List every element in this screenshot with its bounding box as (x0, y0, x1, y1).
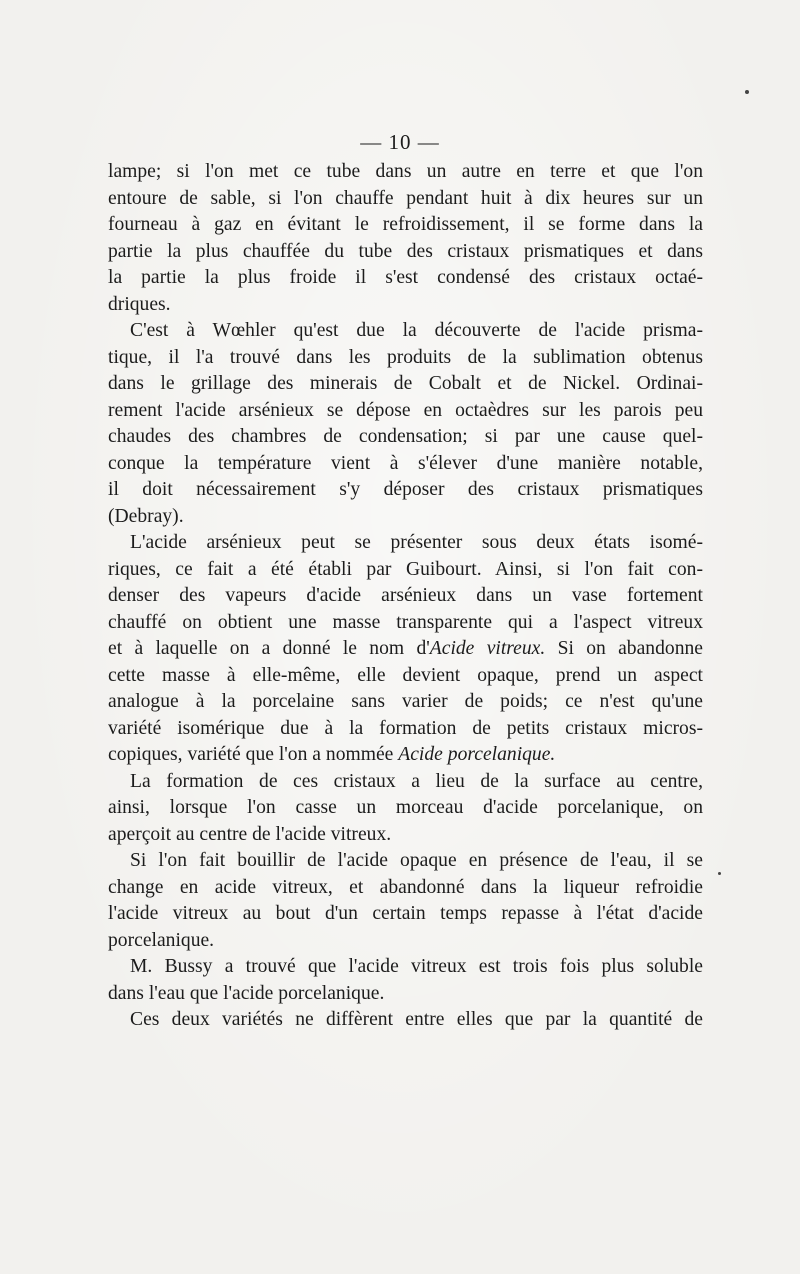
text-line: lampe; si l'on met ce tube dans un autre en terre et que l'on (108, 161, 703, 182)
text-line-with-italic (108, 742, 703, 769)
text-line: C'est à Wœhler qu'est due la découverte de l'acide prisma- (130, 320, 703, 341)
text-line: (Debray). (108, 505, 184, 527)
text-line: aperçoit au centre de l'acide vitreux. (108, 823, 392, 845)
body-text (108, 159, 703, 1034)
text-line: cette masse à elle-même, elle devient opaque, prend un aspect (108, 664, 703, 686)
text-line: analogue à la porcelaine sans varier de poids; ce n'est qu'une (108, 691, 703, 712)
text-segment: copiques, variété que l'on a nommée (108, 744, 399, 765)
paragraph-7 (108, 1007, 703, 1034)
text-line: conque la température vient à s'élever d'une manière notable, (108, 452, 703, 474)
text-line: M. Bussy a trouvé que l'acide vitreux est trois fois plus soluble (130, 956, 703, 977)
text-segment: et à laquelle on a donné le nom d' (108, 638, 430, 659)
text-line: ainsi, lorsque l'on casse un morceau d'acide porcelanique, on (108, 797, 703, 818)
text-line: dans le grillage des minerais de Cobalt et de Nickel. Ordinai- (108, 373, 703, 394)
text-line: chauffé on obtient une masse transparente qui a l'aspect vitreux (108, 611, 703, 633)
paragraph-4 (108, 769, 703, 849)
text-line: driques. (108, 293, 171, 315)
text-line: porcelanique. (108, 929, 215, 951)
text-line: denser des vapeurs d'acide arsénieux dans un vase fortement (108, 585, 703, 606)
text-line: riques, ce fait a été établi par Guibourt. Ainsi, si l'on fait con- (108, 558, 703, 580)
text-line: dans l'eau que l'acide porcelanique. (108, 982, 385, 1004)
paragraph-1 (108, 159, 703, 318)
italic-term-acide-vitreux: Acide vitreux. (429, 638, 546, 659)
text-line: L'acide arsénieux peut se présenter sous deux états isomé- (130, 532, 703, 553)
paragraph-3 (108, 530, 703, 769)
text-line: la partie la plus froide il s'est condensé des cristaux octaé- (108, 267, 703, 288)
ink-speck (745, 90, 749, 94)
text-line-with-italic (108, 636, 703, 663)
text-line: il doit nécessairement s'y déposer des cristaux prismatiques (108, 479, 703, 500)
text-line: Si l'on fait bouillir de l'acide opaque en présence de l'eau, il se (130, 850, 703, 871)
text-line: La formation de ces cristaux a lieu de la surface au centre, (130, 770, 703, 792)
italic-term-acide-porcelanique: Acide porcelanique. (398, 744, 556, 765)
page-number: — 10 — (360, 130, 440, 154)
text-line: entoure de sable, si l'on chauffe pendant huit à dix heures sur un (108, 187, 703, 209)
text-line: rement l'acide arsénieux se dépose en octaèdres sur les parois peu (108, 399, 703, 421)
paragraph-5 (108, 848, 703, 954)
text-line: tique, il l'a trouvé dans les produits de la sublimation obtenus (108, 346, 703, 368)
ink-speck (718, 872, 721, 875)
text-line: change en acide vitreux, et abandonné dans la liqueur refroidie (108, 876, 703, 898)
text-line: chaudes des chambres de condensation; si par une cause quel- (108, 426, 703, 447)
text-line: fourneau à gaz en évitant le refroidissement, il se forme dans la (108, 214, 703, 235)
paragraph-2 (108, 318, 703, 530)
text-segment: Si on abandonne (545, 638, 703, 659)
paragraph-6 (108, 954, 703, 1007)
text-line: variété isomérique due à la formation de petits cristaux micros- (108, 717, 703, 739)
text-line: Ces deux variétés ne diffèrent entre elles que par la quantité de (130, 1009, 703, 1030)
text-line: partie la plus chauffée du tube des cristaux prismatiques et dans (108, 240, 703, 262)
text-line: l'acide vitreux au bout d'un certain temps repasse à l'état d'acide (108, 903, 703, 924)
